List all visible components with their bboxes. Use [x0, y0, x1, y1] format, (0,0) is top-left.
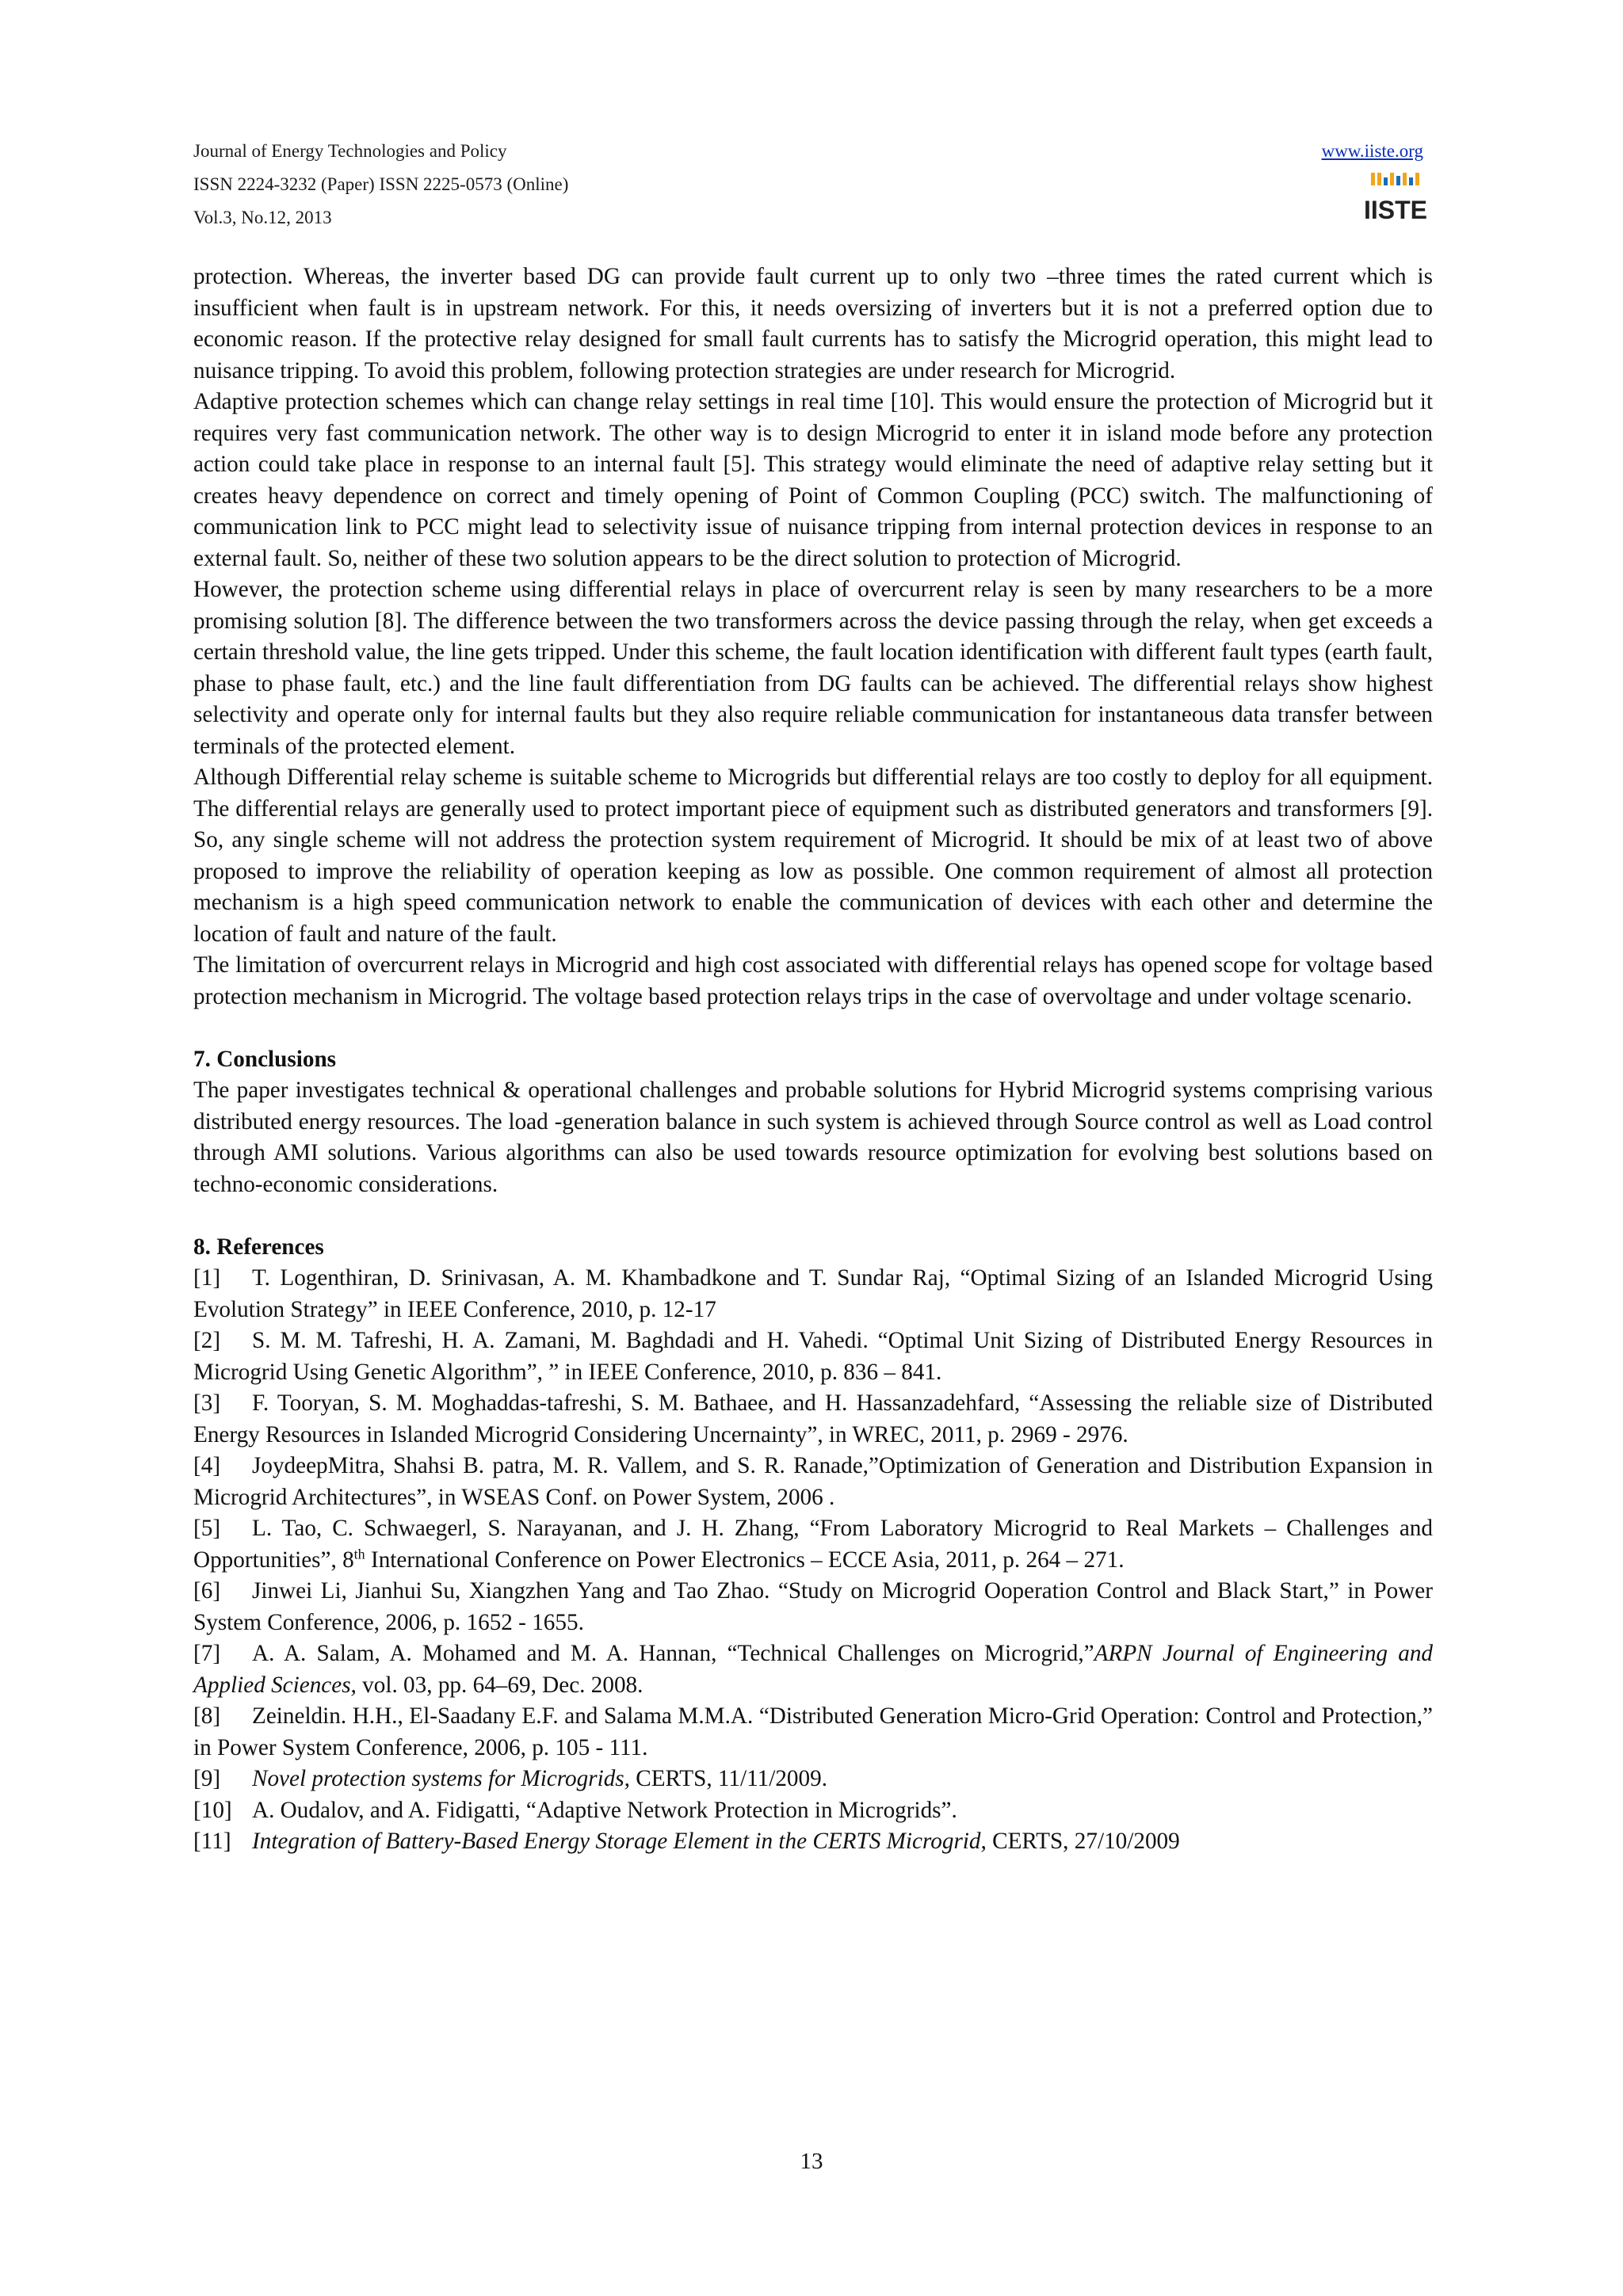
journal-info — [193, 135, 1423, 235]
body-paragraph: protection. Whereas, the inverter based DG can provide fault current up to only two –three times the rated current which is insufficient when fault is in upstream network. For this, it needs oversizing of inverters but it is not a preferred option due to economic reason. If the protective relay designed for small fault currents has to satisfy the Microgrid operation, this might lead to nuisance tripping. To avoid this problem, following protection strategies are under research for Microgrid. — [193, 264, 1433, 383]
reference-text: F. Tooryan, S. M. Moghaddas-tafreshi, S. M. Bathaee, and H. Hassanzadehfard, “Assessing the reliable size of Distributed Energy Resources in Islanded Microgrid Considering Uncernainty”, in WREC, 2011, p. 2969 - 2976. — [193, 1390, 1433, 1447]
reference-number: [9] — [193, 1766, 221, 1791]
reference-text: Jinwei Li, Jianhui Su, Xiangzhen Yang and Tao Zhao. “Study on Microgrid Ooperation Control and Black Start,” in Power System Conference, 2006, p. 1652 - 1655. — [193, 1578, 1433, 1635]
body-paragraph: The limitation of overcurrent relays in Microgrid and high cost associated with differential relays has opened scope for voltage based protection mechanism in Microgrid. The voltage based protection relays trips in the case of overvoltage and under voltage scenario. — [193, 952, 1433, 1009]
reference-title: Novel protection systems for Microgrids, — [252, 1766, 630, 1791]
body-paragraph: Adaptive protection schemes which can change relay settings in real time [10]. This would ensure the protection of Microgrid but it requires very fast communication network. The other way is to design Microgrid to enter it in island mode before any protection action could take place in response to an internal fault [5]. This strategy would eliminate the need of adaptive relay setting but it creates heavy dependence on correct and timely opening of Point of Common Coupling (PCC) switch. The malfunctioning of communication link to PCC might lead to selectivity issue of nuisance tripping from internal protection devices in response to an external fault. So, neither of these two solution appears to be the direct solution to protection of Microgrid. — [193, 389, 1433, 571]
reference-text: A. A. Salam, A. Mohamed and M. A. Hannan, “Technical Challenges on Microgrid,” — [252, 1641, 1094, 1666]
reference-item — [193, 1701, 1433, 1764]
journal-issn: ISSN 2224-3232 (Paper) ISSN 2225-0573 (Online) — [193, 174, 569, 194]
references-list — [193, 1263, 1433, 1858]
reference-number: [1] — [193, 1265, 221, 1291]
journal-name: Journal of Energy Technologies and Policy — [193, 141, 507, 161]
reference-number: [5] — [193, 1516, 221, 1541]
references-heading: 8. References — [193, 1234, 324, 1260]
reference-item — [193, 1388, 1433, 1451]
page-header — [193, 135, 1428, 238]
reference-item — [193, 1795, 1433, 1827]
reference-text: JoydeepMitra, Shahsi B. patra, M. R. Vallem, and S. R. Ranade,”Optimization of Generation and Distribution Expansion in Microgrid Architectures”, in WSEAS Conf. on Power System, 2006 . — [193, 1453, 1433, 1510]
reference-number: [11] — [193, 1829, 231, 1854]
reference-text-cont: CERTS, 11/11/2009. — [629, 1766, 828, 1791]
reference-text: T. Logenthiran, D. Srinivasan, A. M. Khambadkone and T. Sundar Raj, “Optimal Sizing of an Islanded Microgrid Using Evolution Strategy” in IEEE Conference, 2010, p. 12-17 — [193, 1265, 1433, 1322]
reference-item — [193, 1451, 1433, 1513]
reference-number: [8] — [193, 1703, 221, 1729]
reference-title: Integration of Battery-Based Energy Storage Element in the CERTS Microgrid, — [252, 1829, 987, 1854]
reference-text: A. Oudalov, and A. Fidigatti, “Adaptive Network Protection in Microgrids”. — [252, 1797, 957, 1823]
reference-item — [193, 1826, 1433, 1858]
conclusions-heading: 7. Conclusions — [193, 1046, 337, 1072]
page-body — [193, 261, 1433, 1858]
reference-item — [193, 1325, 1433, 1388]
body-paragraph: Although Differential relay scheme is suitable scheme to Microgrids but differential relays are too costly to deploy for all equipment. The differential relays are generally used to protect important piece of equipment such as distributed generators and transformers [9]. So, any single scheme will not address the protection system requirement of Microgrid. It should be mix of at least two of above proposed to improve the reliability of operation keeping as low as possible. One common requirement of almost all protection mechanism is a high speed communication network to enable the communication of devices with each other and determine the location of fault and nature of the fault. — [193, 765, 1433, 947]
reference-number: [6] — [193, 1578, 221, 1604]
reference-number: [2] — [193, 1328, 221, 1353]
reference-superscript: th — [353, 1545, 365, 1562]
reference-item — [193, 1263, 1433, 1325]
reference-text-cont: vol. 03, pp. 64–69, Dec. 2008. — [356, 1672, 643, 1698]
reference-text: S. M. M. Tafreshi, H. A. Zamani, M. Baghdadi and H. Vahedi. “Optimal Unit Sizing of Distributed Energy Resources in Microgrid Using Genetic Algorithm”, ” in IEEE Conference, 2010, p. 836 – 841. — [193, 1328, 1433, 1385]
reference-number: [4] — [193, 1453, 221, 1478]
reference-item — [193, 1576, 1433, 1638]
reference-text: Zeineldin. H.H., El-Saadany E.F. and Salama M.M.A. “Distributed Generation Micro-Grid Operation: Control and Protection,” in Power System Conference, 2006, p. 105 - 111. — [193, 1703, 1433, 1760]
journal-volume: Vol.3, No.12, 2013 — [193, 208, 332, 227]
reference-text-cont: CERTS, 27/10/2009 — [986, 1829, 1180, 1854]
journal-url-link[interactable]: www.iiste.org — [1321, 141, 1423, 161]
iiste-logo — [1363, 170, 1428, 228]
conclusions-paragraph: The paper investigates technical & operational challenges and probable solutions for Hybrid Microgrid systems comprising various distributed energy resources. The load -generation balance in such system is achieved through Source control as well as Load control through AMI solutions. Various algorithms can also be used towards resource optimization for evolving best solutions based on techno-economic considerations. — [193, 1077, 1433, 1197]
reference-number: [7] — [193, 1641, 221, 1666]
reference-text-cont: International Conference on Power Electronics – ECCE Asia, 2011, p. 264 – 271. — [365, 1547, 1125, 1573]
reference-number: [10] — [193, 1797, 232, 1823]
svg-text:IISTE: IISTE — [1363, 196, 1428, 224]
page-number: 13 — [800, 2149, 823, 2174]
reference-number: [3] — [193, 1390, 221, 1416]
header-right — [1321, 135, 1428, 232]
reference-item — [193, 1513, 1433, 1576]
reference-journal-title: ARPN Journal of Engineering and Applied Sciences, — [193, 1641, 1434, 1698]
reference-text: L. Tao, C. Schwaegerl, S. Narayanan, and J. H. Zhang, “From Laboratory Microgrid to Real Markets – Challenges and Opportunities”, 8 — [193, 1516, 1433, 1573]
reference-item — [193, 1638, 1433, 1701]
reference-item — [193, 1764, 1433, 1795]
body-paragraph: However, the protection scheme using differential relays in place of overcurrent relay is seen by many researchers to be a more promising solution [8]. The difference between the two transformers across the device passing through the relay, when get exceeds a certain threshold value, the line gets tripped. Under this scheme, the fault location identification with different fault types (earth fault, phase to phase fault, etc.) and the line fault differentiation from DG faults can be achieved. The differential relays show highest selectivity and operate only for internal faults but they also require reliable communication for instantaneous data transfer between terminals of the protected element. — [193, 577, 1433, 759]
